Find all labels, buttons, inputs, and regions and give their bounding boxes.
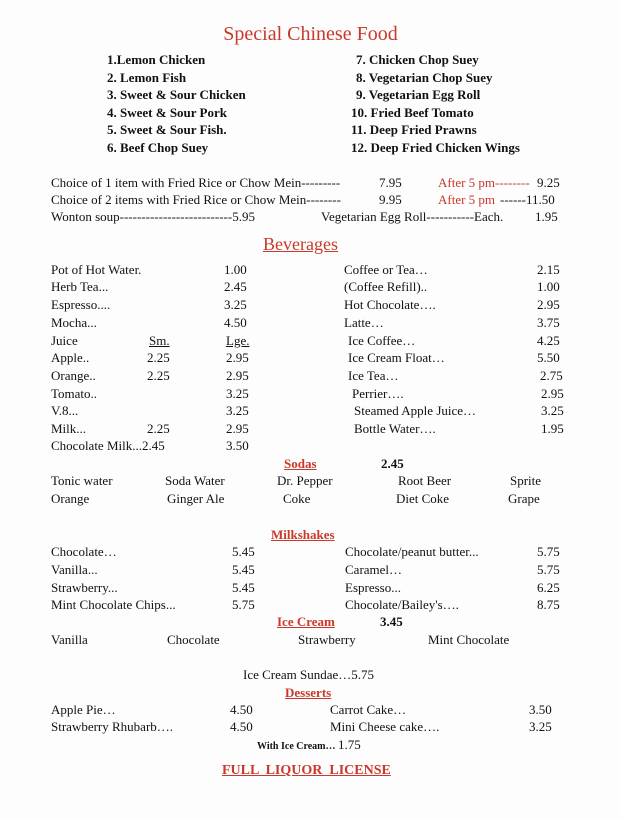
ice-cream-heading: Ice Cream	[277, 614, 335, 629]
sodas-heading: Sodas	[284, 456, 317, 471]
bev-price: 3.75	[537, 315, 560, 330]
bev-name: Mocha...	[51, 315, 97, 330]
desserts-heading: Desserts	[285, 685, 332, 700]
milkshake-price: 6.25	[537, 580, 560, 595]
bev-price-small: 2.25	[147, 421, 170, 436]
milkshake-price: 5.75	[232, 597, 255, 612]
beverages-heading: Beverages	[263, 234, 338, 254]
ice-cream-flavor: Chocolate	[167, 632, 220, 647]
dessert-name: Carrot Cake…	[330, 702, 407, 717]
milkshakes-heading: Milkshakes	[271, 527, 335, 542]
combo-two-after-price: ------11.50	[500, 192, 555, 207]
bev-name: Perrier….	[352, 386, 404, 401]
combo-one-label: Choice of 1 item with Fried Rice or Chow Mein---------	[51, 175, 341, 190]
soda-item: Dr. Pepper	[277, 473, 333, 488]
special-item: 8. Vegetarian Chop Suey	[356, 70, 493, 85]
bev-price: 4.25	[537, 333, 560, 348]
soda-item: Orange	[51, 491, 90, 506]
milkshake-price: 8.75	[537, 597, 560, 612]
bev-price-small: 2.25	[147, 368, 170, 383]
combo-one-price: 7.95	[379, 175, 402, 190]
bev-price: 2.75	[540, 368, 563, 383]
bev-name: Hot Chocolate….	[344, 297, 436, 312]
wonton-soup: Wonton soup--------------------------5.95	[51, 209, 255, 224]
special-item: 10. Fried Beef Tomato	[351, 105, 474, 120]
bev-price: 3.25	[541, 403, 564, 418]
soda-item: Soda Water	[165, 473, 225, 488]
special-item: 6. Beef Chop Suey	[107, 140, 209, 155]
bev-name: Bottle Water….	[354, 421, 436, 436]
combo-two-label: Choice of 2 items with Fried Rice or Chow Mein--------	[51, 192, 341, 207]
special-item: 2. Lemon Fish	[107, 70, 187, 85]
soda-item: Tonic water	[51, 473, 113, 488]
milkshake-name: Chocolate…	[51, 544, 117, 559]
bev-price-small: 2.25	[147, 350, 170, 365]
egg-roll-label: Vegetarian Egg Roll-----------Each.	[321, 209, 504, 224]
bev-price: 2.95	[226, 350, 249, 365]
bev-name: Ice Coffee…	[348, 333, 416, 348]
soda-item: Diet Coke	[396, 491, 450, 506]
with-ice-cream-label: With Ice Cream…	[257, 741, 336, 752]
bev-name: Espresso....	[51, 297, 111, 312]
milkshake-price: 5.45	[232, 562, 255, 577]
dessert-price: 4.50	[230, 719, 253, 734]
juice-heading: Juice	[51, 333, 78, 348]
sodas-price: 2.45	[381, 456, 404, 471]
special-item: 7. Chicken Chop Suey	[356, 52, 479, 67]
bev-price: 2.95	[537, 297, 560, 312]
dessert-price: 3.25	[529, 719, 552, 734]
bev-name: Steamed Apple Juice…	[354, 403, 477, 418]
bev-price: 5.50	[537, 350, 560, 365]
special-item: 3. Sweet & Sour Chicken	[107, 87, 246, 102]
large-size-heading: Lge.	[226, 333, 250, 348]
bev-name: Orange..	[51, 368, 96, 383]
egg-roll-price: 1.95	[535, 209, 558, 224]
bev-price: 1.00	[224, 262, 247, 277]
ice-cream-price: 3.45	[380, 614, 403, 629]
bev-price: 4.50	[224, 315, 247, 330]
bev-price: 3.50	[226, 438, 249, 453]
ice-cream-sundae: Ice Cream Sundae…5.75	[243, 667, 375, 682]
combo-one-after-label: After 5 pm--------	[438, 175, 530, 190]
milkshake-price: 5.45	[232, 544, 255, 559]
menu-title: Special Chinese Food	[223, 23, 398, 45]
dessert-name: Apple Pie…	[51, 702, 116, 717]
milkshake-name: Mint Chocolate Chips...	[51, 597, 176, 612]
bev-name: V.8...	[51, 403, 79, 418]
milkshake-price: 5.75	[537, 562, 560, 577]
bev-name: Tomato..	[51, 386, 98, 401]
milkshake-price: 5.75	[537, 544, 560, 559]
combo-one-after-price: 9.25	[537, 175, 560, 190]
bev-name: Pot of Hot Water.	[51, 262, 142, 277]
liquor-license: FULL LIQUOR LICENSE	[222, 763, 391, 778]
dessert-price: 3.50	[529, 702, 552, 717]
dessert-name: Mini Cheese cake….	[330, 719, 440, 734]
special-item: 11. Deep Fried Prawns	[351, 122, 477, 137]
milkshake-name: Vanilla...	[51, 562, 98, 577]
bev-name: Milk...	[51, 421, 87, 436]
milkshake-name: Strawberry...	[51, 580, 118, 595]
special-item: 5. Sweet & Sour Fish.	[107, 122, 227, 137]
bev-price: 3.25	[224, 297, 247, 312]
bev-name: Coffee or Tea…	[344, 262, 428, 277]
combo-two-after-label: After 5 pm	[438, 192, 496, 207]
bev-price: 2.45	[224, 279, 247, 294]
bev-price: 2.95	[226, 421, 249, 436]
combo-two-price: 9.95	[379, 192, 402, 207]
special-item: 4. Sweet & Sour Pork	[107, 105, 228, 120]
bev-price: 3.25	[226, 403, 249, 418]
bev-name: Ice Cream Float…	[348, 350, 445, 365]
bev-price: 1.95	[541, 421, 564, 436]
bev-price: 1.00	[537, 279, 560, 294]
bev-price: 3.25	[226, 386, 249, 401]
bev-name: Ice Tea…	[348, 368, 399, 383]
dessert-name: Strawberry Rhubarb….	[51, 719, 174, 734]
bev-price: 2.15	[537, 262, 560, 277]
special-item: 1.Lemon Chicken	[107, 52, 206, 67]
dessert-price: 4.50	[230, 702, 253, 717]
milkshake-price: 5.45	[232, 580, 255, 595]
milkshake-name: Chocolate/peanut butter...	[345, 544, 479, 559]
ice-cream-flavor: Vanilla	[51, 632, 88, 647]
bev-name: Herb Tea...	[51, 279, 109, 294]
ice-cream-flavor: Mint Chocolate	[428, 632, 510, 647]
milkshake-name: Caramel…	[345, 562, 403, 577]
soda-item: Grape	[508, 491, 540, 506]
special-item: 12. Deep Fried Chicken Wings	[351, 140, 520, 155]
with-ice-cream-price: 1.75	[338, 737, 361, 752]
bev-price: 2.95	[541, 386, 564, 401]
soda-item: Ginger Ale	[167, 491, 225, 506]
milkshake-name: Chocolate/Bailey's….	[345, 597, 459, 612]
small-size-heading: Sm.	[149, 333, 170, 348]
milkshake-name: Espresso...	[345, 580, 401, 595]
bev-name: Apple..	[51, 350, 90, 365]
ice-cream-flavor: Strawberry	[298, 632, 356, 647]
bev-price: 2.95	[226, 368, 249, 383]
bev-name: Chocolate Milk...2.45	[51, 438, 165, 453]
bev-name: Latte…	[344, 315, 384, 330]
soda-item: Root Beer	[398, 473, 452, 488]
soda-item: Coke	[283, 491, 311, 506]
soda-item: Sprite	[510, 473, 542, 488]
bev-name: (Coffee Refill)..	[344, 279, 428, 294]
special-item: 9. Vegetarian Egg Roll	[356, 87, 481, 102]
